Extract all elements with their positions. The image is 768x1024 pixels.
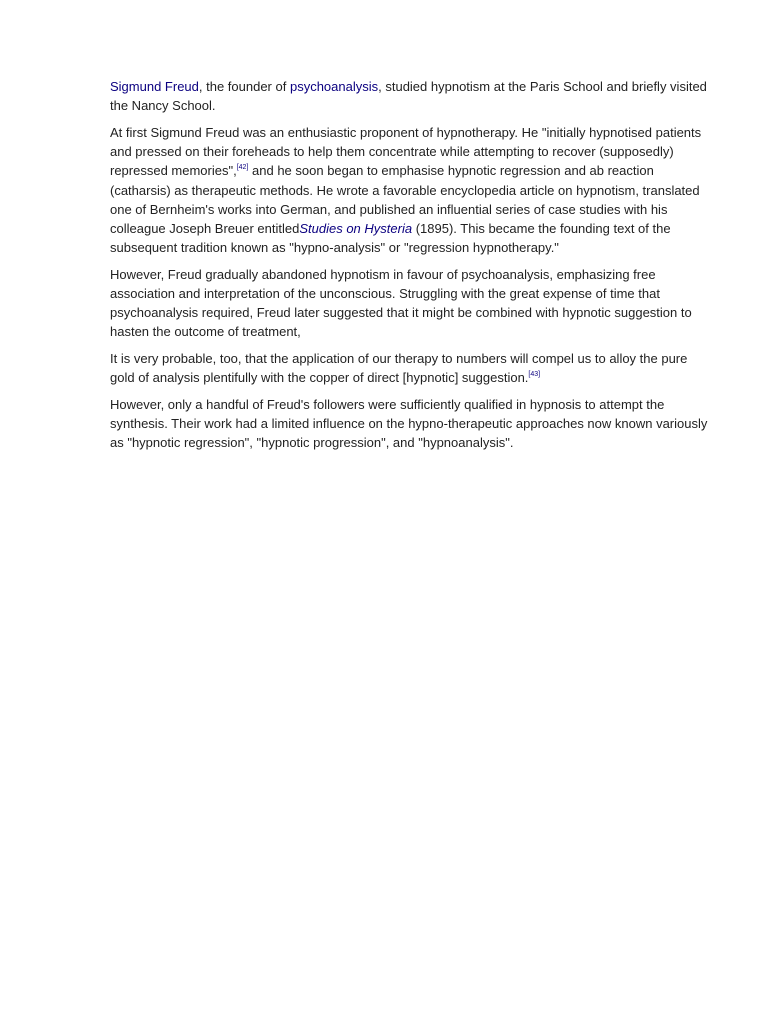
link-sigmund-freud[interactable]: Sigmund Freud: [110, 79, 199, 94]
paragraph-text: At first Sigmund Freud was an enthusiastic proponent of hypnotherapy. He "initially hypnotised patients and pressed on their foreheads to help them concentrate while attempting to recover (supposedly) repressed memories",: [110, 124, 702, 179]
paragraph-followers: [110, 395, 714, 453]
paragraph-text: , the founder of: [198, 79, 290, 94]
citation-43[interactable]: [43]: [528, 371, 541, 379]
citation-42[interactable]: [42]: [236, 164, 249, 172]
paragraph-text: and he soon began to emphasise hypnotic regression and ab reaction (catharsis) as therapeutic methods. He wrote a favorable encyclopedia article on hypnotism, translated one of Bernheim's works into German, and published an influential series of case studies with his colleague Joseph Breuer entitled: [110, 163, 700, 236]
paragraph-text: However, only a handful of Freud's followers were sufficiently qualified in hypnosis to attempt the synthesis. Their work had a limited influence on the hypno-therapeutic approaches now known variously as "hypnotic regression", "hypnotic progression", and "hypnoanalysis".: [110, 397, 708, 451]
paragraph-text: It is very probable, too, that the application of our therapy to numbers will compel us to alloy the pure gold of analysis plentifully with the copper of direct [hypnotic] suggestion.: [110, 351, 688, 386]
paragraph-hypnotherapy: [110, 123, 714, 257]
link-studies-on-hysteria[interactable]: Studies on Hysteria: [299, 220, 413, 236]
paragraph-abandoned-hypnotism: [110, 265, 714, 342]
article-body: [110, 77, 714, 460]
paragraph-text: , studied hypnotism at the Paris School and briefly visited the Nancy School.: [110, 79, 707, 114]
paragraph-freud-intro: [110, 77, 714, 115]
paragraph-quote: [110, 349, 714, 387]
paragraph-text: (1895). This became the founding text of the subsequent tradition known as "hypno-analysis" or "regression hypnotherapy.": [110, 220, 671, 256]
link-psychoanalysis[interactable]: psychoanalysis: [289, 79, 379, 94]
paragraph-text: However, Freud gradually abandoned hypnotism in favour of psychoanalysis, emphasizing free association and interpretation of the unconscious. Struggling with the great expense of time that psychoanalysis required, Freud later suggested that it might be combined with hypnotic suggestion to hasten the outcome of treatment,: [110, 266, 692, 340]
